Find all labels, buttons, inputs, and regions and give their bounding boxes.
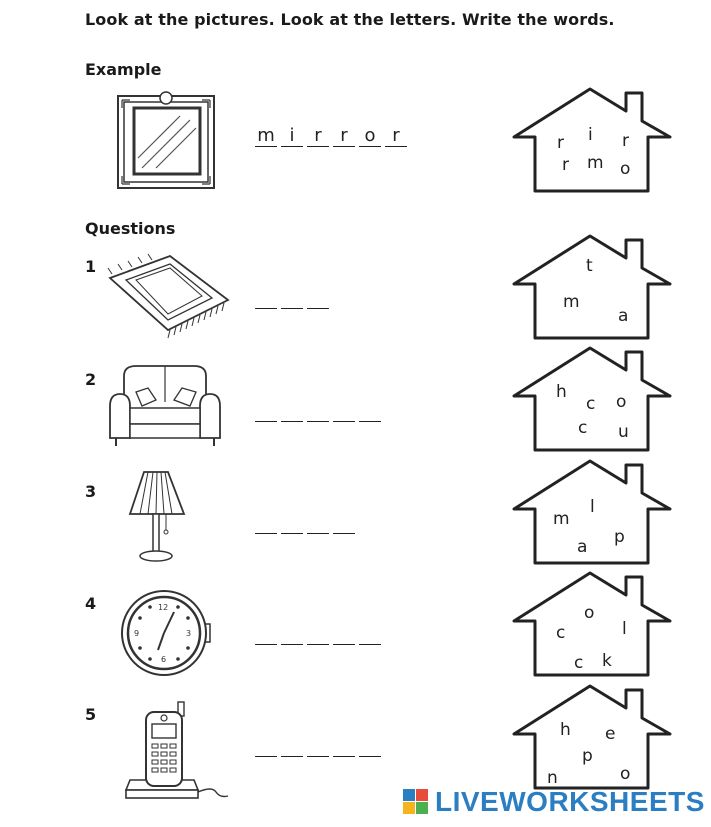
answer-blank[interactable] bbox=[333, 624, 355, 645]
answer-blank[interactable] bbox=[281, 288, 303, 309]
answer-letter: m bbox=[255, 126, 277, 147]
house-letter: o bbox=[620, 159, 631, 179]
logo-mark-icon bbox=[403, 789, 429, 815]
mirror-icon bbox=[112, 88, 222, 192]
answer-blanks[interactable] bbox=[255, 288, 329, 309]
house-letter: m bbox=[553, 509, 570, 529]
answer-blank[interactable] bbox=[255, 288, 277, 309]
example-house bbox=[510, 85, 674, 197]
answer-blank[interactable] bbox=[333, 401, 355, 422]
svg-text:3: 3 bbox=[186, 629, 192, 638]
house-letter: c bbox=[556, 623, 566, 643]
answer-blanks[interactable] bbox=[255, 401, 381, 422]
house-letters-1 bbox=[510, 232, 674, 344]
answer-blank[interactable] bbox=[307, 624, 329, 645]
answer-blank[interactable] bbox=[281, 513, 303, 534]
house-letter: c bbox=[586, 394, 596, 414]
house-letters-2 bbox=[510, 344, 674, 456]
house-letter: n bbox=[547, 768, 558, 788]
house-letter: p bbox=[582, 746, 593, 766]
house-letters-3 bbox=[510, 457, 674, 569]
answer-blank[interactable] bbox=[307, 288, 329, 309]
answer-blank[interactable] bbox=[255, 736, 277, 757]
house-letter: h bbox=[560, 720, 571, 740]
answer-blank[interactable] bbox=[333, 513, 355, 534]
phone-icon bbox=[120, 700, 232, 806]
house-letter: m bbox=[563, 292, 580, 312]
house-letter: c bbox=[578, 418, 588, 438]
questions-heading: Questions bbox=[85, 219, 176, 238]
house-letter: l bbox=[590, 497, 595, 517]
rug-icon bbox=[104, 250, 234, 340]
house-letter: u bbox=[618, 422, 629, 442]
question-number: 2 bbox=[85, 370, 97, 389]
answer-letter: i bbox=[281, 126, 303, 147]
instruction-text: Look at the pictures. Look at the letters. Write the words. bbox=[85, 10, 615, 29]
answer-letter: r bbox=[333, 126, 355, 147]
answer-blank[interactable] bbox=[281, 624, 303, 645]
example-answer bbox=[255, 126, 407, 147]
answer-blank[interactable] bbox=[255, 624, 277, 645]
house-letter: t bbox=[586, 256, 593, 276]
answer-blank[interactable] bbox=[281, 736, 303, 757]
svg-text:12: 12 bbox=[158, 603, 169, 612]
house-letter: c bbox=[574, 653, 584, 673]
answer-letter: o bbox=[359, 126, 381, 147]
logo-text: LIVEWORKSHEETS bbox=[435, 786, 705, 817]
answer-blanks[interactable] bbox=[255, 513, 355, 534]
answer-blank[interactable] bbox=[281, 401, 303, 422]
house-letters-5 bbox=[510, 682, 674, 794]
clock-icon bbox=[118, 588, 216, 678]
house-letter: i bbox=[588, 125, 593, 145]
answer-blank[interactable] bbox=[307, 513, 329, 534]
liveworksheets-logo bbox=[403, 786, 705, 818]
house-letter: o bbox=[616, 392, 627, 412]
question-number: 1 bbox=[85, 257, 97, 276]
house-letter: a bbox=[577, 537, 588, 557]
house-letter: e bbox=[605, 724, 616, 744]
house-letters-4 bbox=[510, 569, 674, 681]
house-letter: k bbox=[602, 651, 612, 671]
answer-blank[interactable] bbox=[333, 736, 355, 757]
example-heading: Example bbox=[85, 60, 162, 79]
house-letter: r bbox=[622, 131, 629, 151]
question-number: 5 bbox=[85, 705, 97, 724]
answer-blank[interactable] bbox=[359, 401, 381, 422]
house-letter: o bbox=[620, 764, 631, 784]
question-number: 4 bbox=[85, 594, 97, 613]
house-letter: m bbox=[587, 153, 604, 173]
svg-text:6: 6 bbox=[161, 655, 167, 664]
answer-blank[interactable] bbox=[255, 513, 277, 534]
svg-text:9: 9 bbox=[134, 629, 140, 638]
answer-letter: r bbox=[307, 126, 329, 147]
answer-blank[interactable] bbox=[307, 736, 329, 757]
house-letter: o bbox=[584, 603, 595, 623]
answer-blanks[interactable] bbox=[255, 736, 381, 757]
lamp-icon bbox=[126, 468, 190, 564]
answer-blanks[interactable] bbox=[255, 624, 381, 645]
answer-blank[interactable] bbox=[255, 401, 277, 422]
house-letter: l bbox=[622, 619, 627, 639]
answer-blank[interactable] bbox=[307, 401, 329, 422]
answer-blank[interactable] bbox=[359, 624, 381, 645]
house-letter: a bbox=[618, 306, 629, 326]
house-letter: r bbox=[557, 133, 564, 153]
house-letter: r bbox=[562, 155, 569, 175]
answer-blank[interactable] bbox=[359, 736, 381, 757]
sofa-icon bbox=[106, 362, 224, 452]
house-letter: p bbox=[614, 527, 625, 547]
house-letter: h bbox=[556, 382, 567, 402]
question-number: 3 bbox=[85, 482, 97, 501]
answer-letter: r bbox=[385, 126, 407, 147]
